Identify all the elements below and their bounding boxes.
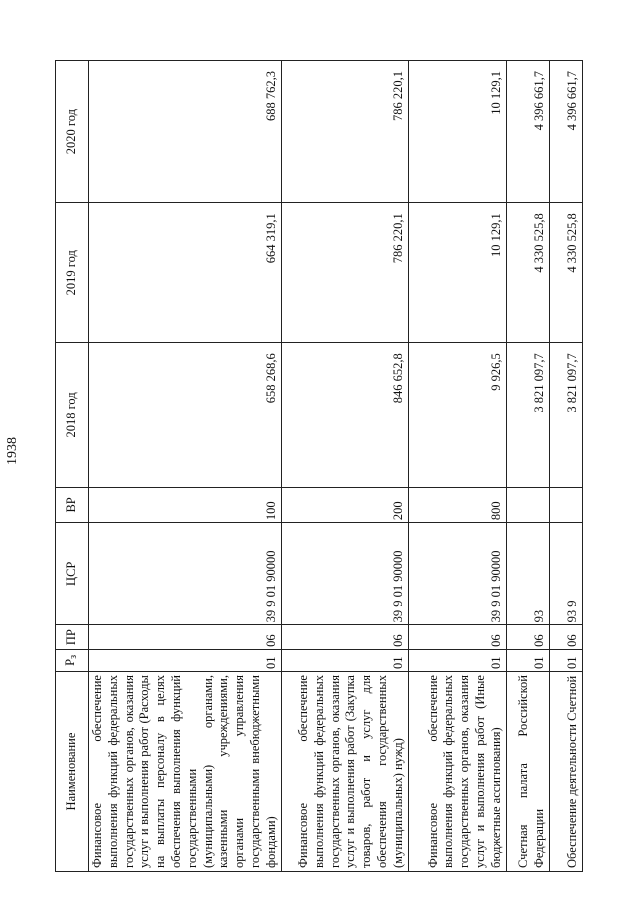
row-rz: 01	[281, 649, 408, 671]
row-pr: 06	[506, 625, 549, 649]
header-2019: 2019 год	[56, 203, 89, 343]
row-2020: 786 220,1	[281, 61, 408, 203]
row-vr	[549, 487, 582, 523]
row-2019: 664 319,1	[89, 203, 282, 343]
header-pr: ПР	[56, 625, 89, 649]
row-2020: 688 762,3	[89, 61, 282, 203]
row-2020: 10 129,1	[408, 61, 506, 203]
row-csr: 93 9	[549, 523, 582, 625]
rotated-budget-table-container	[55, 60, 595, 872]
row-2019: 10 129,1	[408, 203, 506, 343]
row-name: Финансовое обеспечение выполнения функций федеральных государственных органов, оказания услуг и выполнения работ (Расходы на выплаты персоналу в целях обеспечения выполнения функций государственными (муниципальными) органами, казенными учреждениями, органами управления государственными внебюджетными фондами)	[89, 672, 282, 872]
row-name: Обеспечение деятельности Счетной	[549, 672, 582, 872]
header-rz: $Р_з$	[56, 649, 89, 671]
row-csr: 39 9 01 90000	[408, 523, 506, 625]
row-2019: 786 220,1	[281, 203, 408, 343]
row-pr: 06	[281, 625, 408, 649]
row-csr: 93	[506, 523, 549, 625]
row-rz: 01	[506, 649, 549, 671]
row-2019: 4 330 525,8	[506, 203, 549, 343]
row-2020: 4 396 661,7	[549, 61, 582, 203]
row-name: Счетная палата Российской Федерации	[506, 672, 549, 872]
row-name: Финансовое обеспечение выполнения функций федеральных государственных органов, оказания услуг и выполнения работ (Иные бюджетные ассигнования)	[408, 672, 506, 872]
row-2018: 3 821 097,7	[549, 343, 582, 487]
budget-table	[55, 60, 583, 872]
row-2020: 4 396 661,7	[506, 61, 549, 203]
header-csr: ЦСР	[56, 523, 89, 625]
row-2019: 4 330 525,8	[549, 203, 582, 343]
header-2020: 2020 год	[56, 61, 89, 203]
row-2018: 846 652,8	[281, 343, 408, 487]
table-row	[506, 61, 549, 872]
row-pr: 06	[89, 625, 282, 649]
row-vr	[506, 487, 549, 523]
table-row	[549, 61, 582, 872]
row-2018: 3 821 097,7	[506, 343, 549, 487]
header-vr: ВР	[56, 487, 89, 523]
table-row	[89, 61, 282, 872]
row-vr: 100	[89, 487, 282, 523]
header-name: Наименование	[56, 672, 89, 872]
row-pr: 06	[408, 625, 506, 649]
row-rz: 01	[408, 649, 506, 671]
table-row	[408, 61, 506, 872]
header-2018: 2018 год	[56, 343, 89, 487]
row-csr: 39 9 01 90000	[89, 523, 282, 625]
row-rz: 01	[89, 649, 282, 671]
row-2018: 9 926,5	[408, 343, 506, 487]
row-rz: 01	[549, 649, 582, 671]
page-number: 1938	[5, 437, 20, 465]
row-csr: 39 9 01 90000	[281, 523, 408, 625]
row-name: Финансовое обеспечение выполнения функций федеральных государственных органов, оказания услуг и выполнения работ (Закупка товаров, работ и услуг для обеспечения государственных (муниципальных) нужд)	[281, 672, 408, 872]
row-vr: 200	[281, 487, 408, 523]
row-2018: 658 268,6	[89, 343, 282, 487]
header-row	[56, 61, 89, 872]
row-vr: 800	[408, 487, 506, 523]
row-pr: 06	[549, 625, 582, 649]
table-row	[281, 61, 408, 872]
